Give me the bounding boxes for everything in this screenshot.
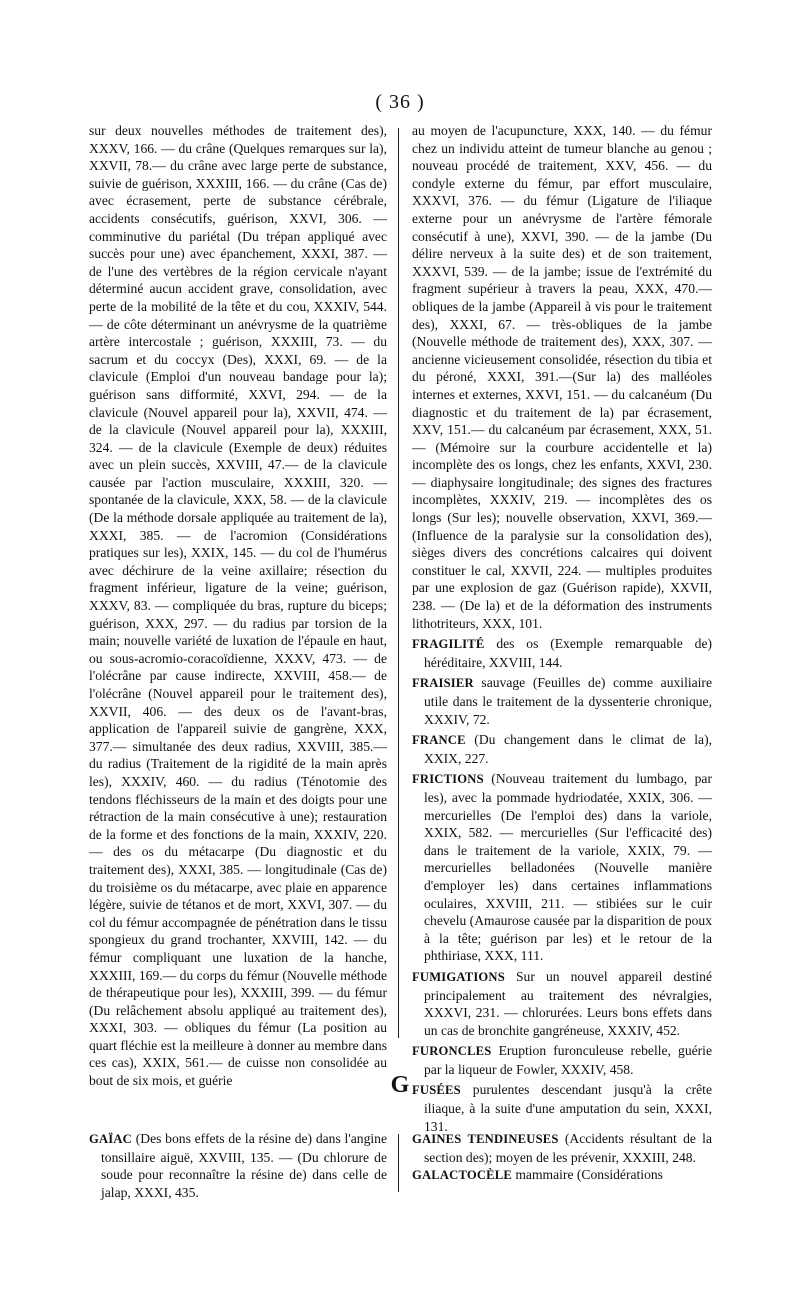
entry-text: des os (Exemple remarquable de) héréditaire, XXVIII, 144. bbox=[424, 636, 712, 670]
entry-headword: FURONCLES bbox=[412, 1044, 492, 1059]
right-entries bbox=[412, 635, 712, 1135]
index-entry bbox=[412, 1166, 712, 1185]
entry-text: Sur un nouvel appareil destiné principalement au traitement des névralgies, XXXVI, 231. — chlorurées. Leurs bons effets dans un cas de bronchite gangréneuse, XXXIV, 452. bbox=[424, 968, 712, 1038]
entry-headword: FUSÉES bbox=[412, 1083, 461, 1098]
entry-text: mammaire (Considérations bbox=[511, 1167, 663, 1183]
bottom-right-column bbox=[412, 1130, 712, 1185]
entry-text: (Du changement dans le climat de la), XXIX, 227. bbox=[424, 732, 712, 766]
entry-headword: GALACTOCÈLE bbox=[412, 1168, 512, 1183]
column-divider-bottom bbox=[398, 1134, 399, 1192]
section-letter: G bbox=[390, 1072, 410, 1098]
entry-headword: FRICTIONS bbox=[412, 772, 484, 787]
bottom-left-column bbox=[89, 1130, 387, 1201]
left-column-text: sur deux nouvelles méthodes de traitement des), XXXV, 166. — du crâne (Quelques remarques sur la), XXVII, 78.— du crâne avec large perte de substance, suivie de guérison, XXXIII, 166. — du crâne (Cas de) avec écrasement, perte de substance cérébrale, accidents consécutifs, guérison, XXVI, 306. — comminutive du pariétal (Du trépan appliqué avec succès pour une) avec épanchement, XXXI, 387. — de l'une des vertèbres de la région cervicale n'ayant déterminé aucun accident grave, consolidation, avec perte de la mobilité de la tête et du cou, XXXIV, 544. — de côte déterminant un anévrysme de la quatrième artère intercostale ; guérison, XXXIII, 73. — du sacrum et du coccyx (Des), XXXI, 69. — de la clavicule (Emploi d'un nouveau bandage pour la); guérison sans difformité, XXVI, 294. — de la clavicule (Nouvel appareil pour la), XXVII, 474. — de la clavicule (Nouvel appareil pour la), XXXIII, 324. — de la clavicule (Exemple de deux) réduites avec un plein succès, XXVIII, 47.— de la clavicule causée par l'action musculaire, XXXIII, 320. — spontanée de la clavicule, XXX, 58. — de la clavicule (De la méthode dorsale appliquée au traitement de la), XXXI, 385. — de l'acromion (Considérations pratiques sur les), XXIX, 145. — du col de l'humérus avec déchirure de la veine axillaire; résection du fragment inférieur, ligature de la veine; guérison, XXXV, 83. — compliquée du bras, rupture du biceps; guérison, XXX, 297. — du radius par torsion de la main; nouvelle variété de luxation de l'épaule en haut, ou sous-acromio-coracoïdienne, XXXV, 473. — de l'olécrâne par cause indirecte, XXVIII, 458.— de l'olécrâne (Nouvel appareil pour le traitement des), XXVII, 406. — des deux os de l'avant-bras, application de l'appareil suivie de gangrène, XXX, 377.— simultanée des deux radius, XXVIII, 385.— du radius (Traitement de la rigidité de la main après les), XXXIV, 460. — du radius (Ténotomie des tendons fléchisseurs de la main et des doigts pour une rétraction de la main consécutive à une); restauration de la forme et des fonctions de la main, XXXIV, 220. — des os du métacarpe (Du diagnostic et du traitement des), XXXI, 385. — longitudinale (Cas de) du troisième os du métacarpe, avec plaie en apparence légère, suivie de tétanos et de mort, XXVI, 307. — du col du fémur accompagnée de pénétration dans le tissu spongieux du grand trochanter, XXVIII, 142. — du fémur compliquant une luxation de la hanche, XXXIII, 169.— du corps du fémur (Nouvelle méthode de thérapeutique pour les), XXXIII, 399. — du fémur (Du relâchement absolu appliqué au traitement des), XXXI, 303. — obliques du fémur (La position au quart fléchie est la meilleure à donner au membre dans ces cas), XXIX, 561.— de cuisse non consolidée au bout de six mois, et guérie bbox=[89, 123, 387, 1089]
entry-text: (Accidents résultant de la section des); moyen de les prévenir, XXXIII, 248. bbox=[424, 1131, 712, 1165]
column-divider bbox=[398, 128, 399, 1038]
entry-text: Eruption furonculeuse rebelle, guérie par la liqueur de Fowler, XXXIV, 458. bbox=[424, 1043, 712, 1077]
index-entry bbox=[412, 731, 712, 767]
entry-headword: FUMIGATIONS bbox=[412, 969, 505, 984]
index-entry bbox=[412, 770, 712, 965]
index-entry bbox=[412, 968, 712, 1039]
index-entry bbox=[412, 1130, 712, 1166]
index-entry bbox=[412, 674, 712, 728]
entry-text: (Nouveau traitement du lumbago, par les), avec la pommade hydriodatée, XXIX, 306. — mercurielles (De l'emploi des) dans la variole, XXIX, 582. — mercurielles (Sur l'efficacité des) dans le traitement de la variole, XXIX, 79. — mercurielles belladonées (Nouvelle manière d'employer les) dans certaines inflammations oculaires, XXVIII, 211. — stibiées sur le cuir chevelu (Amaurose causée par la disparition de poux à la tête; guérison par les) et le retour de la phthiriase, XXX, 111. bbox=[424, 771, 713, 964]
entry-headword: FRAISIER bbox=[412, 676, 474, 691]
entry-headword: FRANCE bbox=[412, 733, 466, 748]
left-column bbox=[89, 122, 387, 1090]
right-column bbox=[412, 122, 712, 1138]
entry-text: purulentes descendant jusqu'à la crête iliaque, à la suite d'une amputation du sein, XXXI, 131. bbox=[424, 1082, 712, 1134]
entry-headword: GAÏAC bbox=[89, 1132, 132, 1146]
index-entry bbox=[412, 635, 712, 671]
entry-headword: GAINES TENDINEUSES bbox=[412, 1132, 559, 1146]
page-number: ( 36 ) bbox=[375, 91, 425, 113]
entry-text: (Des bons effets de la résine de) dans l'angine tonsillaire aiguë, XXVIII, 135. — (Du chlorure de soude pour reconnaître la résine de) dans celle de jalap, XXXI, 435. bbox=[101, 1131, 387, 1200]
right-column-intro: au moyen de l'acupuncture, XXX, 140. — du fémur chez un individu atteint de tumeur blanche au genou ; nouveau procédé de traitement, XXV, 456. — du condyle externe du fémur, par effort musculaire, XXXVI, 376. — du fémur (Ligature de l'iliaque externe pour un anévrysme de l'artère fémorale consécutif à une), XXVI, 390. — de la jambe (Du délire nerveux à la suite des) et de son traitement, XXXVI, 539. — de la jambe; issue de l'extrémité du fragment supérieur à travers la peau, XXX, 470.— obliques de la jambe (Appareil à vis pour le traitement des), XXXI, 67. — très-obliques de la jambe (Nouvelle méthode de traitement des), XXX, 307. — ancienne vicieusement consolidée, résection du tibia et du péroné, XXXI, 391.—(Sur la) des malléoles internes et externes, XXVI, 151. — du calcanéum (Du diagnostic et du traitement de la) par écrasement, XXV, 151.— du calcanéum par écrasement, XXX, 51. — (Mémoire sur la courbure accidentelle et la) incomplète des os longs, chez les enfants, XXVI, 230. — diaphysaire longitudinale; des signes des fractures incomplètes, XXXIV, 219. — incomplètes des os longs (Sur les); nouvelle observation, XXVI, 369.— (Influence de la paralysie sur la consolidation des), sièges divers des concrétions calcaires qui doivent constituer le cal, XXVII, 224. — multiples produites par une explosion de gaz (Guérison rapide), XXVII, 238. — (De la) et de la déformation des instruments lithotriteurs, XXX, 101. bbox=[412, 123, 712, 631]
entry-text: sauvage (Feuilles de) comme auxiliaire utile dans le traitement de la dyssenterie chronique, XXXIV, 72. bbox=[424, 675, 712, 727]
index-entry bbox=[89, 1130, 387, 1201]
entry-headword: FRAGILITÉ bbox=[412, 637, 485, 652]
